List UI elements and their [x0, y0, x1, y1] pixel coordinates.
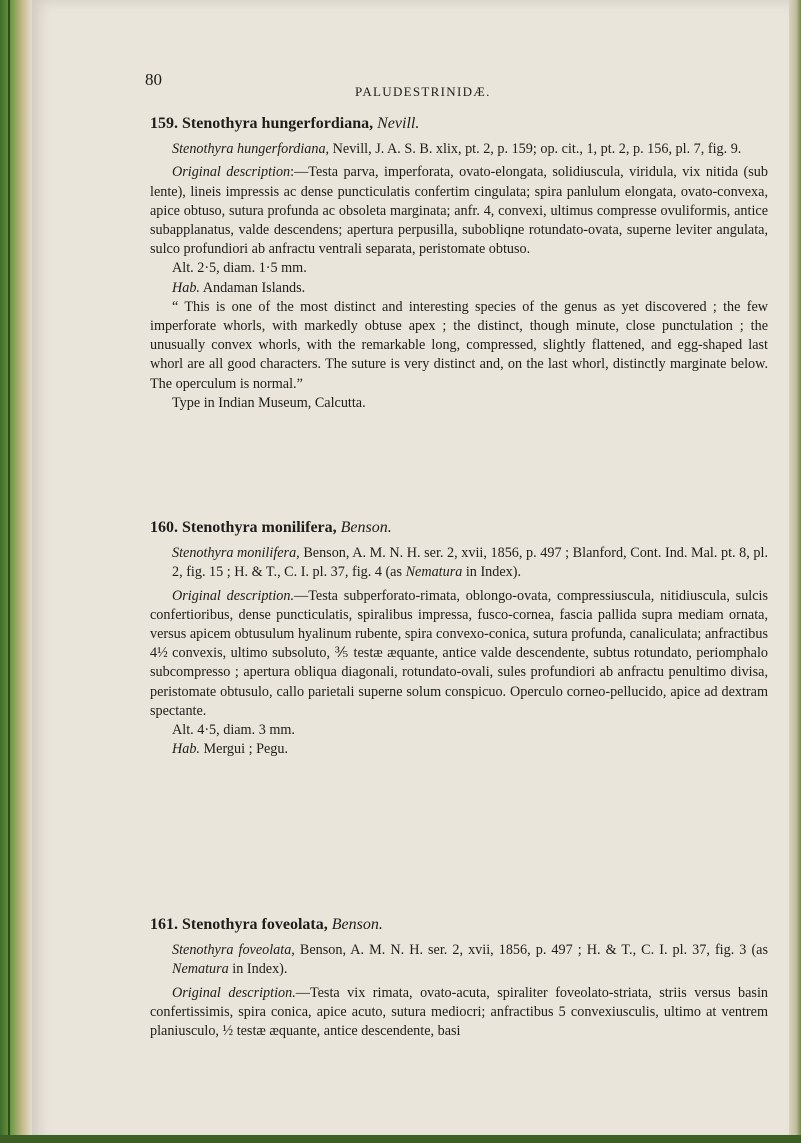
original-description-text: —Testa subperforato-rimata, oblongo-ovata, compressiuscula, nitidiuscula, sulcis confertioribus, dense puncticulatis, spiralibus impressa, fusco-cornea, fascia pallida supra mediam ornata, versus apicem obtusulum hyalinum rubente, spira convexo-conica, sutura profunda, canaliculata; anfractibus 4½ convexis, ultimo subsoluto, ⅗ testæ æquante, antice valde descendente, subtus rotundato, periomphalo subcompresso ; apertura obliqua diagonali, rotundato-ovali, sules profundiori ab anfractu penultimo divisa, peristomate obtusulo, callo parietali superne solum conspicuo. Operculo corneo-pellucido, apice ad dextram spectante. — [150, 587, 768, 719]
habitat-text: Andaman Islands. — [202, 279, 306, 296]
dimensions: Alt. 4·5, diam. 3 mm. — [172, 722, 295, 739]
reference-text-tail: in Index). — [232, 961, 288, 978]
reference-name: Stenothyra foveolata, — [172, 942, 295, 959]
binding-rule — [8, 0, 10, 1143]
original-description-text: :—Testa parva, imperforata, ovato-elongata, solidiuscula, viridula, vix nitida (sub lente), lineis impressis ac dense puncticulatis confertim cingulata; spira panlulum elongata, ovato-convexa, apice obtuso, sutura profunda ac obsoleta marginata; anfr. 4, convexi, ultimus compresse ovuliformis, antice subapplanatus, valde descendens; apertura perpusilla, subobliqne rotundato-ovata, superne leviter angulata, sulco profundiori ab anfractu ventrali separata, peristomate obtuso. — [150, 164, 768, 258]
book-binding-edge — [0, 0, 32, 1143]
reference-genus: Nematura — [405, 564, 463, 581]
author-quote: “ This is one of the most distinct and interesting species of the genus as yet discovered ; the few imperforate whorls, with markedly obtuse apex ; the distinct, though minute, close punctulation ; the unusually convex whorls, with the remarkable long, compressed, slightly flattened, and egg-shaped last whorl are all good characters. The suture is very distinct and, on the last whorl, distinctly marginate below. The operculum is normal.” — [150, 298, 768, 392]
species-number: 159. — [150, 115, 178, 132]
species-entry — [150, 518, 768, 759]
reference-text: Benson, A. M. N. H. ser. 2, xvii, 1856, p. 497 ; Blanford, Cont. Ind. Mal. pt. 8, pl. 2, fig. 15 ; H. & T., C. I. pl. 37, fig. 4 (as — [172, 545, 769, 581]
species-name: Stenothyra hungerfordiana, — [182, 115, 374, 132]
running-head: PALUDESTRINIDÆ. — [355, 84, 491, 99]
species-author: Nevill. — [377, 115, 420, 132]
habitat-label: Hab. — [172, 279, 200, 296]
original-description — [150, 984, 768, 1042]
original-description-label: Original description — [172, 164, 291, 181]
species-entry — [150, 915, 768, 1041]
species-heading — [150, 915, 768, 934]
original-description-label: Original description. — [172, 587, 295, 604]
original-description-text: —Testa vix rimata, ovato-acuta, spiraliter foveolato-striata, striis versus basin confertissimis, spira conica, apice acuto, sutura mediocri; anfractibus 5 convexiusculis, ultimo at ventrem planiusculo, ½ testæ æquante, antice descendente, basi — [150, 984, 768, 1040]
dimensions: Alt. 2·5, diam. 1·5 mm. — [172, 260, 307, 277]
original-description — [150, 587, 768, 721]
page-right-edge — [789, 0, 801, 1143]
reference-text: Benson, A. M. N. H. ser. 2, xvii, 1856, p. 497 ; H. & T., C. I. pl. 37, fig. 3 (as — [299, 942, 768, 959]
habitat — [172, 279, 768, 298]
reference-name: Stenothyra hungerfordiana, — [172, 141, 330, 158]
reference-text-tail: in Index). — [465, 564, 522, 581]
species-number: 161. — [150, 916, 178, 933]
habitat — [172, 740, 768, 759]
species-reference — [172, 544, 768, 582]
species-name: Stenothyra foveolata, — [182, 916, 328, 933]
species-number: 160. — [150, 519, 178, 536]
reference-genus: Nematura — [172, 961, 229, 978]
page-number: 80 — [145, 70, 162, 89]
reference-name: Stenothyra monilifera, — [172, 545, 300, 562]
original-description — [150, 163, 768, 259]
species-heading — [150, 114, 768, 133]
type-locality: Type in Indian Museum, Calcutta. — [172, 394, 366, 411]
original-description-label: Original description. — [172, 984, 296, 1001]
species-entry — [150, 114, 768, 413]
reference-text: Nevill, J. A. S. B. xlix, pt. 2, p. 159; op. cit., 1, pt. 2, p. 156, pl. 7, fig. 9. — [332, 141, 742, 158]
species-reference — [172, 941, 768, 979]
species-author: Benson. — [340, 519, 392, 536]
species-reference — [172, 140, 768, 159]
page-bottom-edge — [0, 1135, 801, 1143]
species-heading — [150, 518, 768, 537]
habitat-text: Mergui ; Pegu. — [203, 741, 288, 758]
habitat-label: Hab. — [172, 741, 200, 758]
species-name: Stenothyra monilifera, — [182, 519, 337, 536]
species-author: Benson. — [331, 916, 383, 933]
